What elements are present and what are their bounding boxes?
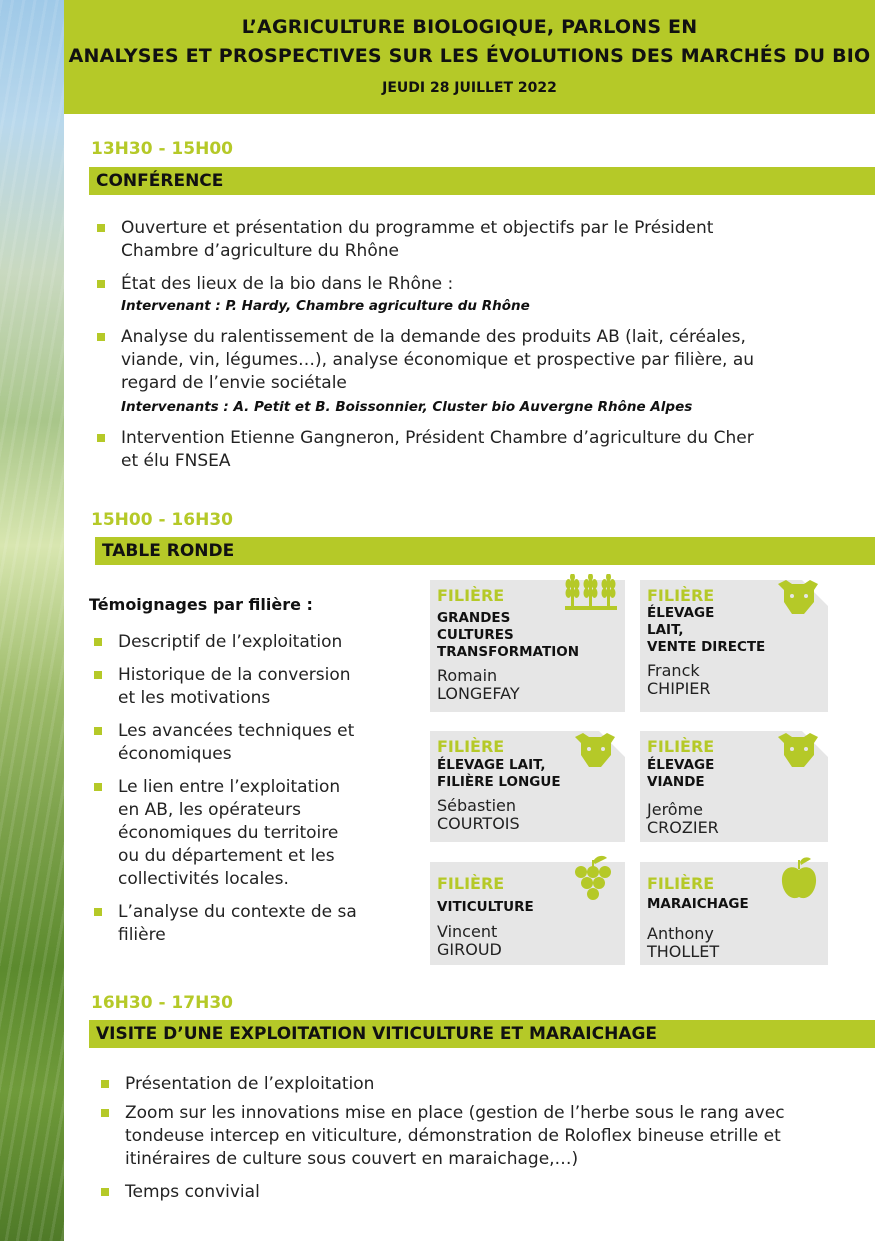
filiere-card-elevage-lait-vente-directe: FILIÈRE ÉLEVAGE LAIT, VENTE DIRECTE Franck CHIPIER xyxy=(640,580,828,712)
list-item: Présentation de l’exploitation xyxy=(98,1073,858,1096)
section2-title-bar xyxy=(95,537,875,565)
section3-title-bar xyxy=(89,1020,875,1048)
speaker-note: Intervenants : A. Petit et B. Boissonnier, Cluster bio Auvergne Rhône Alpes xyxy=(121,399,693,415)
section3-time: 16H30 - 17H30 xyxy=(91,993,233,1013)
apple-icon xyxy=(780,856,818,902)
list-item: Temps convivial xyxy=(98,1181,858,1204)
section3-title: VISITE D’UNE EXPLOITATION VITICULTURE ET MARAICHAGE xyxy=(96,1024,658,1044)
list-item: Ouverture et présentation du programme et objectifs par le Président Chambre d’agriculture du Rhône xyxy=(94,217,814,263)
list-item: Le lien entre l’exploitation en AB, les opérateurs économiques du territoire ou du département et les collectivités locales. xyxy=(91,776,391,891)
cow-icon xyxy=(571,725,619,769)
grapes-icon xyxy=(573,854,613,906)
section2-time: 15H00 - 16H30 xyxy=(91,510,233,530)
list-item: Les avancées techniques et économiques xyxy=(91,720,391,766)
section1-list xyxy=(94,217,814,483)
section1-title-bar xyxy=(89,167,875,195)
wheat-icon xyxy=(565,574,617,612)
list-item: Zoom sur les innovations mise en place (gestion de l’herbe sous le rang avec tondeuse intercep en viticulture, démonstration de Roloflex bineuse etrille et itinéraires de culture sous couvert en maraichage,…) xyxy=(98,1102,858,1171)
cow-icon xyxy=(774,725,822,769)
list-item: Historique de la conversion et les motivations xyxy=(91,664,391,710)
list-item: État des lieux de la bio dans le Rhône : Intervenant : P. Hardy, Chambre agriculture du Rhône xyxy=(94,273,814,316)
filiere-card-viticulture: FILIÈRE VITICULTURE Vincent GIROUD xyxy=(430,862,625,965)
header-title-line1: L’AGRICULTURE BIOLOGIQUE, PARLONS EN xyxy=(241,16,698,38)
header-title-line2: ANALYSES ET PROSPECTIVES SUR LES ÉVOLUTIONS DES MARCHÉS DU BIO xyxy=(68,45,871,67)
list-item: L’analyse du contexte de sa filière xyxy=(91,901,391,947)
section3-list xyxy=(98,1073,858,1214)
section1-time: 13H30 - 15H00 xyxy=(91,139,233,159)
filiere-card-grandes-cultures: FILIÈRE GRANDES CULTURES TRANSFORMATION Romain LONGEFAY xyxy=(430,580,625,712)
list-item: Analyse du ralentissement de la demande des produits AB (lait, céréales, viande, vin, légumes…), analyse économique et prospective par filière, au regard de l’envie sociétale Intervenants : A. Petit et B. Boissonnier, Cluster bio Auvergne Rhône Alpes xyxy=(94,326,814,417)
list-item: Descriptif de l’exploitation xyxy=(91,631,391,654)
page-header xyxy=(64,0,875,114)
section2-list xyxy=(91,631,391,957)
list-item: Intervention Etienne Gangneron, Président Chambre d’agriculture du Cher et élu FNSEA xyxy=(94,427,814,473)
filiere-card-maraichage: FILIÈRE MARAICHAGE Anthony THOLLET xyxy=(640,862,828,965)
filiere-card-elevage-lait-filiere-longue: FILIÈRE ÉLEVAGE LAIT, FILIÈRE LONGUE Sébastien COURTOIS xyxy=(430,731,625,842)
filiere-card-elevage-viande: FILIÈRE ÉLEVAGE VIANDE Jerôme CROZIER xyxy=(640,731,828,842)
section2-title: TABLE RONDE xyxy=(102,541,235,561)
section1-title: CONFÉRENCE xyxy=(96,171,224,191)
wheat-field-photo xyxy=(0,0,64,1241)
speaker-note: Intervenant : P. Hardy, Chambre agriculture du Rhône xyxy=(121,298,530,314)
testimonials-title: Témoignages par filière : xyxy=(89,595,313,614)
cow-icon xyxy=(774,572,822,616)
header-date: JEUDI 28 JUILLET 2022 xyxy=(382,80,557,96)
